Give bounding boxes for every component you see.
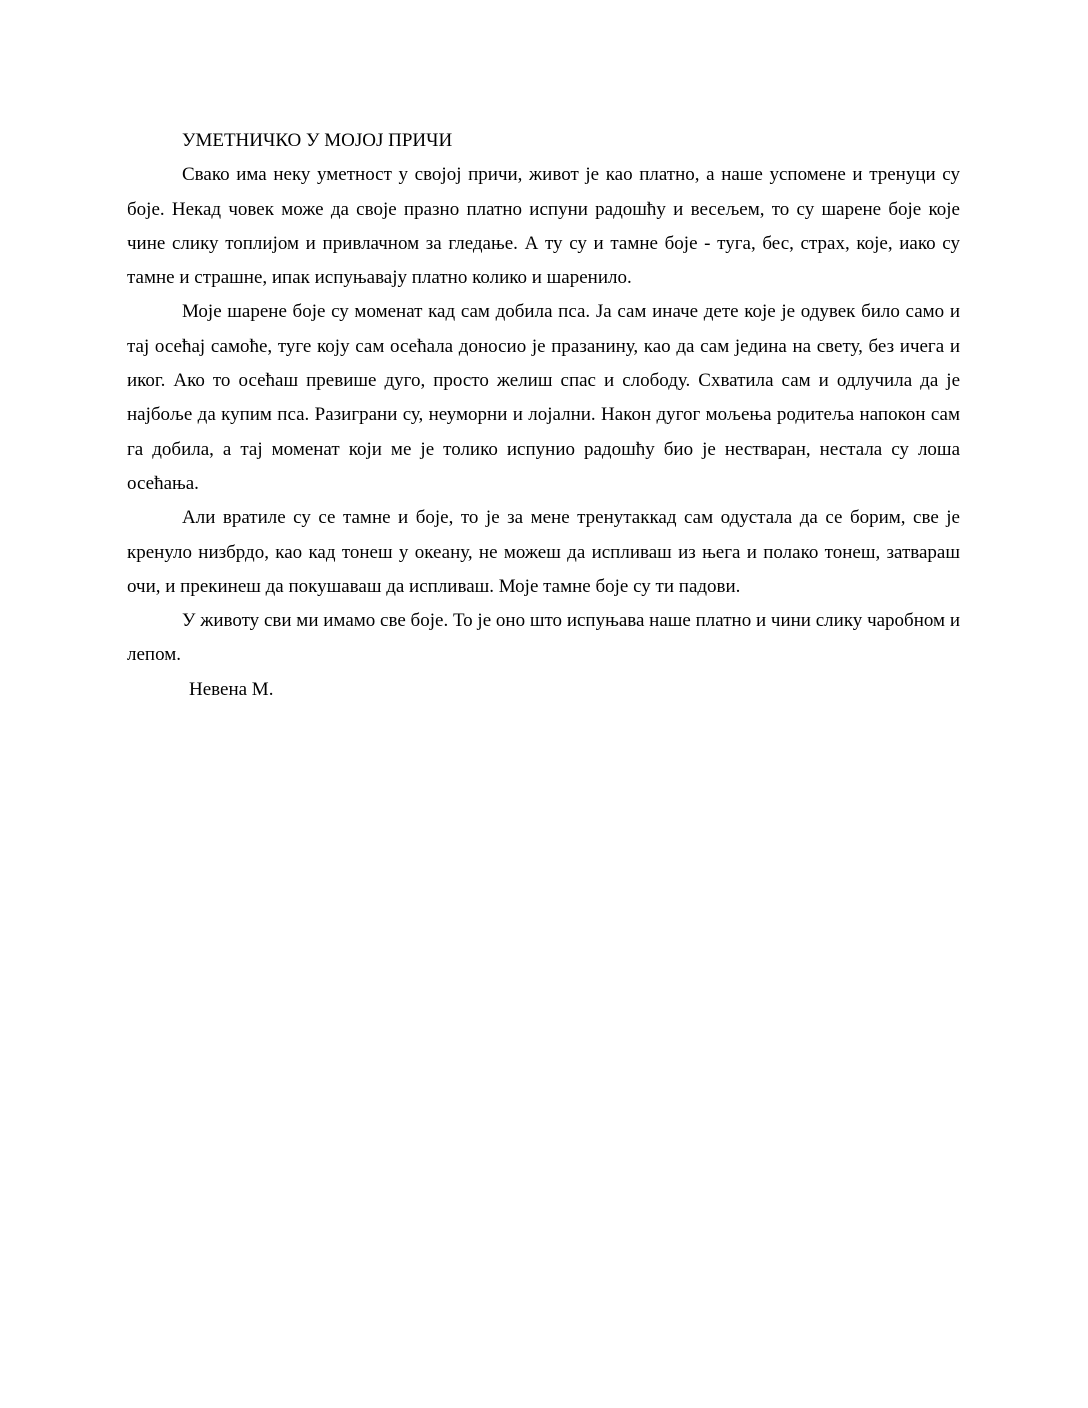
author-signature: Невена М. (189, 678, 274, 700)
essay-paragraph-1: Свако има неку уметност у својој причи, живот је као платно, а наше успомене и тренуци су боје. Некад човек може да своје празно платно испуни радошћу и весељем, то су шарене боје које чине слику топлијом и привлачном за гледање. А ту су и тамне боје - туга, бес, страх, које, иако су тамне и страшне, ипак испуњавају платно колико и шаренило. (127, 164, 960, 289)
essay-paragraph-2: Моје шарене боје су моменат кад сам добила пса. Ја сам иначе дете које је одувек било само и тај осећај самоће, туге коју сам осећала доносио је празанину, као да сам једина на свету, без ичега и иког. Ако то осећаш превише дуго, просто желиш спас и слободу. Схватила сам и одлучила да је најбоље да купим пса. Разиграни су, неуморни и лојални. Након дугог мољења родитеља напокон сам га добила, а тај моменат који ме је толико испунио радошћу био је нестваран, нестала су лоша осећања. (127, 301, 960, 494)
essay-paragraph-4: У животу сви ми имамо све боје. То је оно што испуњава наше платно и чини слику чаробном и лепом. (127, 610, 960, 666)
essay-body (127, 124, 960, 707)
essay-paragraph-3: Али вратиле су се тамне и боје, то је за мене тренутаккад сам одустала да се борим, све је кренуло низбрдо, као кад тонеш у океану, не можеш да испливаш из њега и полако тонеш, затвараш очи, и прекинеш да покушаваш да испливаш. Моје тамне боје су ти падови. (127, 507, 960, 597)
essay-title: УМЕТНИЧКО У МОЈОЈ ПРИЧИ (182, 130, 453, 151)
